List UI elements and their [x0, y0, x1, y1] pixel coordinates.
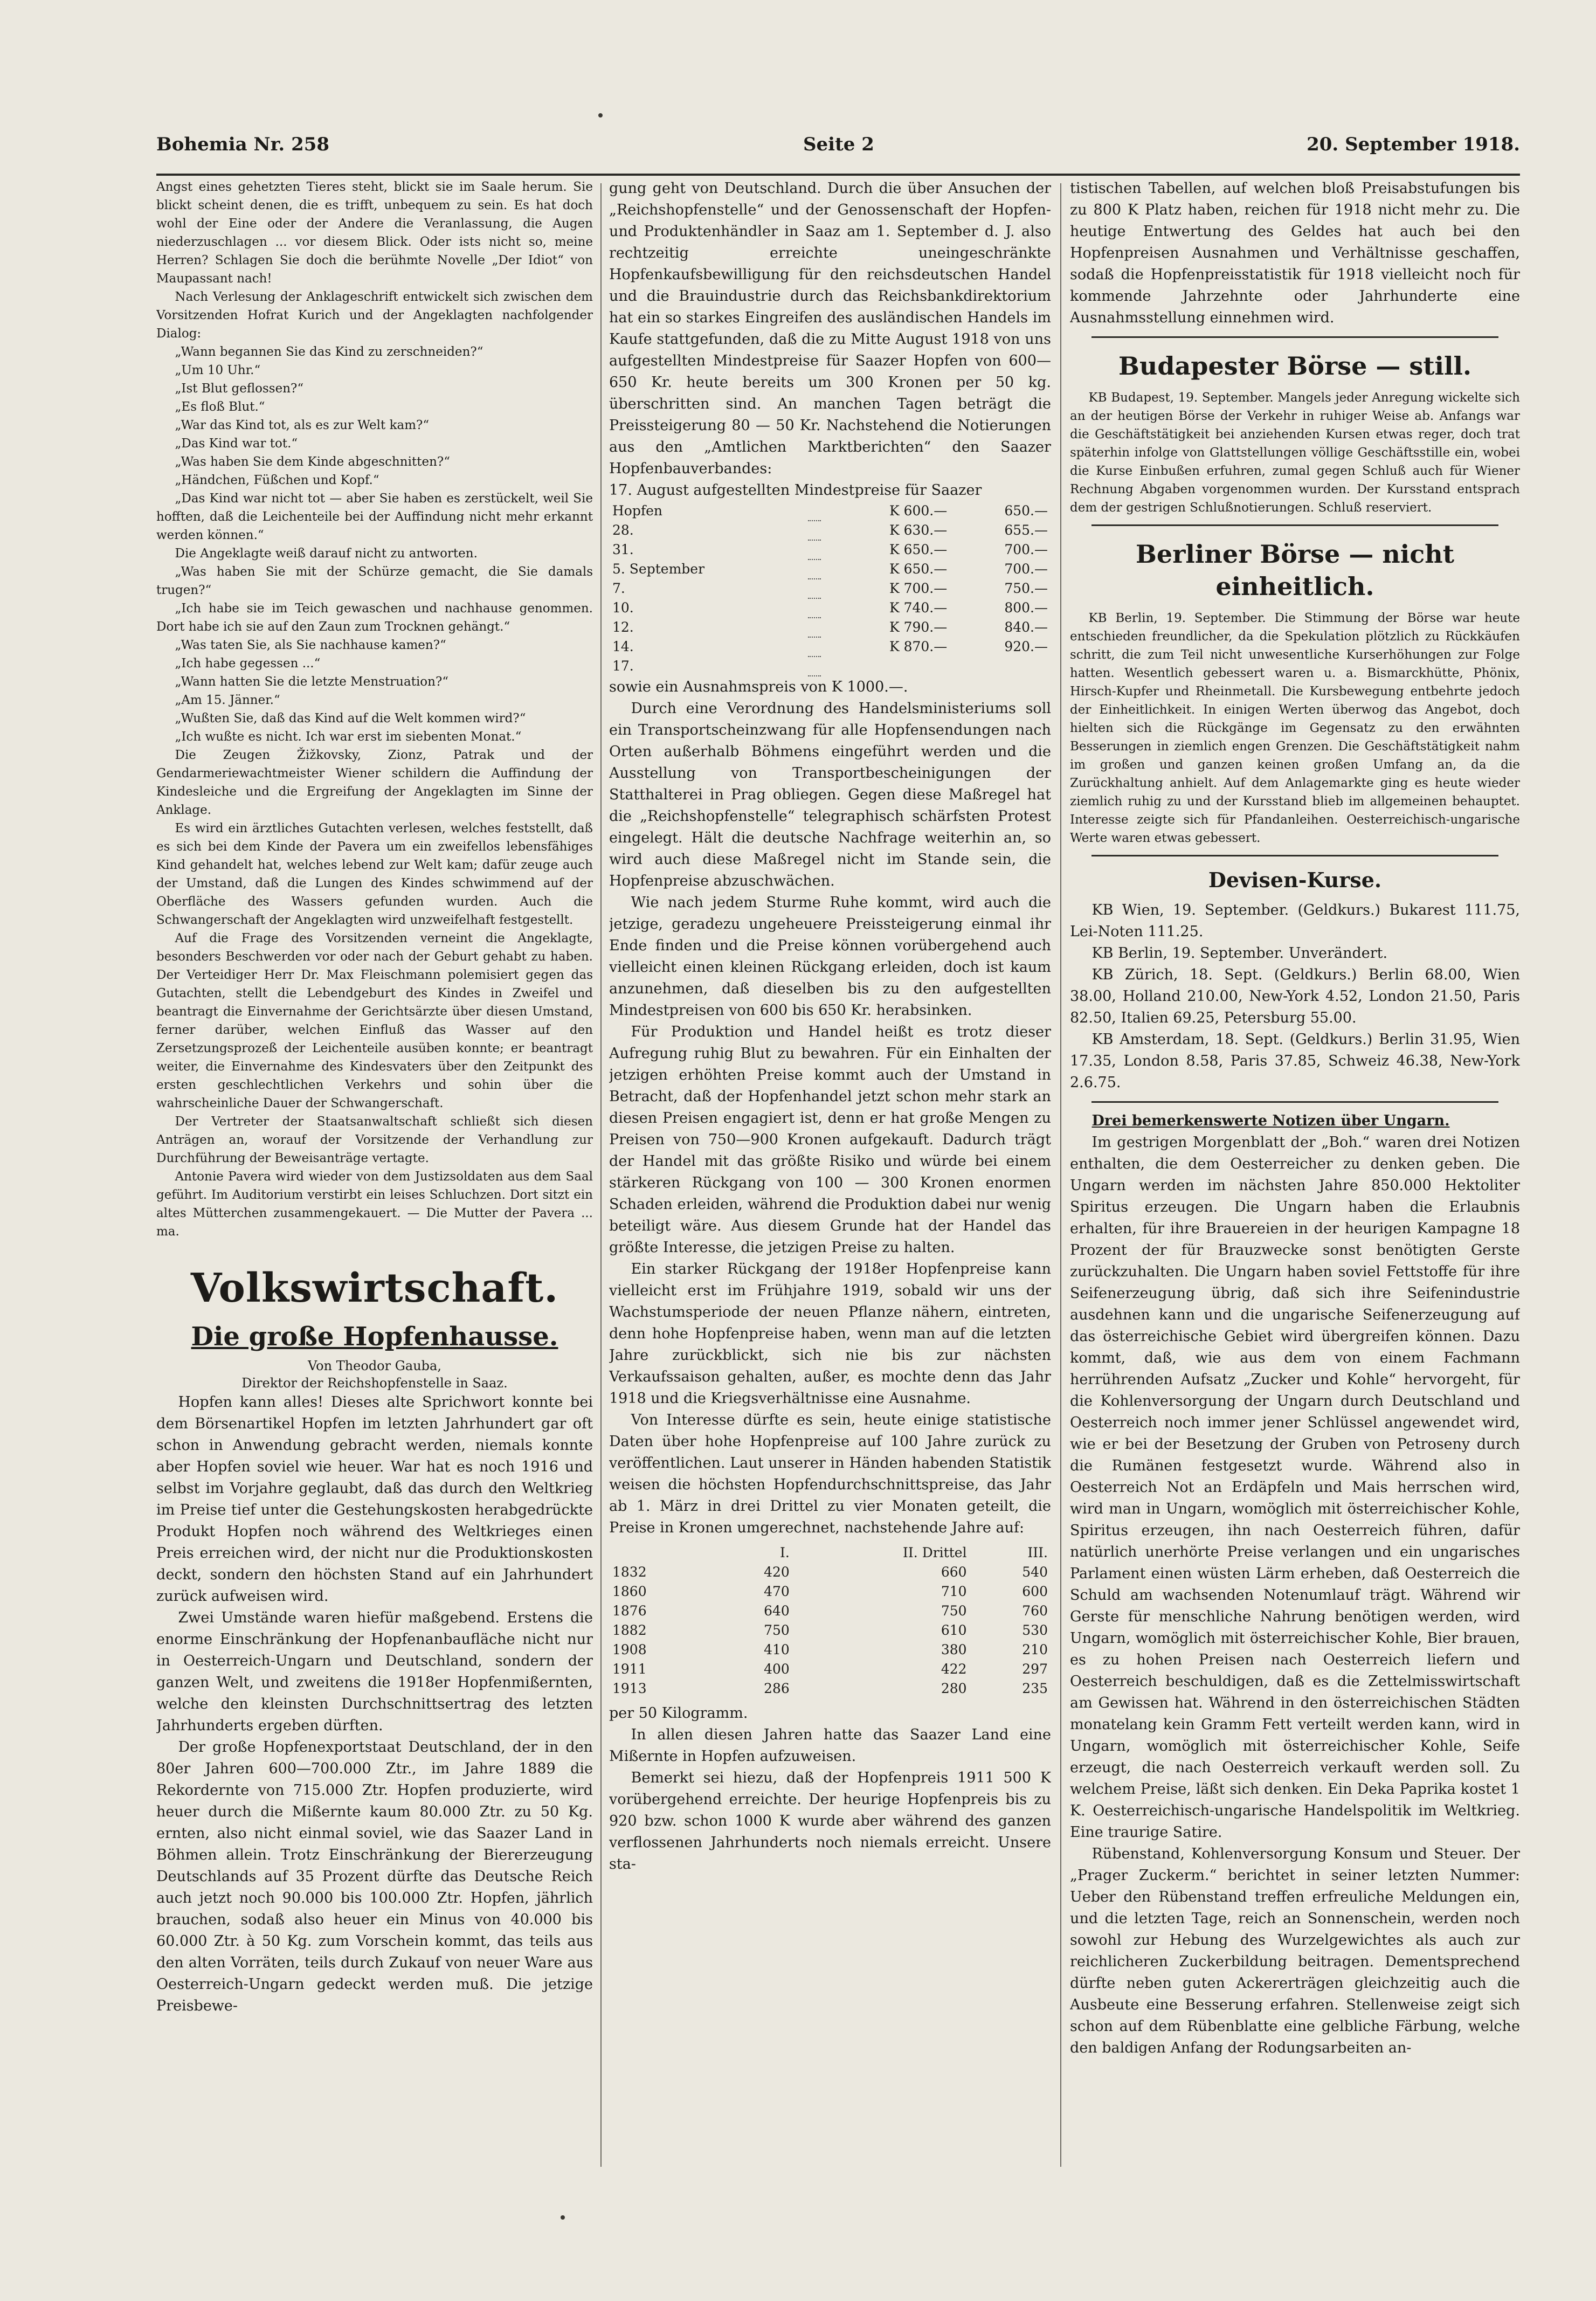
- table-cell: 660: [941, 1564, 967, 1580]
- table-cell: 1860: [612, 1584, 647, 1599]
- column-header: [609, 1543, 711, 1563]
- stats-table: [609, 1543, 1051, 1698]
- table-cell: 610: [941, 1622, 967, 1638]
- column-divider: [600, 183, 602, 2167]
- paragraph: Der große Hopfenexportstaat Deutschland, der in den 80er Jahren 600—700.000 Ztr., im Jahre 1889 die Rekordernte von 715.000 Ztr. Hopfen produzierte, wird heuer durch die Mißernte kaum 80.000 Ztr. zu 50 Kg. ernten, also nicht einmal soviel, wie das Saazer Land in Böhmen allein. Trotz Einschränkung der Biererzeugung Deutschlands auf 35 Prozent dürfte das Deutsche Reich auch jetzt noch 90.000 bis 100.000 Ztr. Hopfen, jährlich brauchen, sodaß also heuer ein Minus von 40.000 bis 60.000 Ztr. à 50 Kg. zum Vorschein kommt, das teils aus den alten Vorräten, teils durch Zukauf von neuer Ware aus Oesterreich-Ungarn gedeckt werden muß. Die jetzige Preisbewe-: [156, 1739, 593, 2014]
- paragraph: Wie nach jedem Sturme Ruhe kommt, wird auch die jetzige, geradezu ungeheuere Preissteigerung einmal ihr Ende finden und die Preise können vorübergehend auch vielleicht einen kleinen Rückgang erleiden, doch ist kaum anzunehmen, daß dieselben bis zu den aufgestellten Mindestpreisen von 600 bis 650 Kr. herabsinken.: [609, 894, 1051, 1019]
- table-cell: 700.—: [1004, 561, 1048, 577]
- table-cell: 920.—: [1004, 639, 1048, 654]
- paragraph: Nach Verlesung der Anklageschrift entwickelt sich zwischen dem Vorsitzenden Hofrat Kurich und der Angeklagten nachfolgender Dialog:: [156, 290, 593, 341]
- table-cell: 210: [1022, 1642, 1048, 1657]
- paragraph: KB Zürich, 18. Sept. (Geldkurs.) Berlin 68.00, Wien 38.00, Holland 210.00, New-York 4.52, London 21.50, Paris 82.50, Italien 69.25, Petersburg 55.00.: [1070, 966, 1520, 1026]
- paragraph: Durch eine Verordnung des Handelsministeriums soll ein Transportscheinzwang für alle Hopfensendungen nach Orten außerhalb Böhmens eingeführt werden und die Ausstellung von Transportbescheinigungen der Statthalterei in Prag obliegen. Gegen diese Maßregel hat die „Reichshopfenstelle“ telegraphisch schärfsten Protest eingelegt. Hält die deutsche Nachfrage weiterhin an, so wird auch diese Maßregel nicht im Stande sein, die Hopfenpreise abzuschwächen.: [609, 700, 1051, 889]
- dialog-line: „Wußten Sie, daß das Kind auf die Welt kommen wird?“: [175, 711, 526, 725]
- price-table-footnote: sowie ein Ausnahmspreis von K 1000.—.: [609, 679, 908, 695]
- column-2: [609, 178, 1051, 2172]
- table-row: [609, 637, 1051, 657]
- table-cell: Hopfen: [612, 503, 663, 519]
- table-cell: 470: [764, 1584, 790, 1599]
- dialog-line: „Ist Blut geflossen?“: [175, 382, 304, 396]
- paragraph: gung geht von Deutschland. Durch die über Ansuchen der „Reichshopfenstelle“ und der Genossenschaft der Hopfen- und Produktenhändler in Saaz am 1. September d. J. also rechtzeitig erreichte uneingeschränkte Hopfenkaufsbewilligung für den reichsdeutschen Handel und die Brauindustrie durch das Reichsbankdirektorium hat ein so starkes Eingreifen des ausländischen Handels im Kaufe stattgefunden, daß die zu Mitte August 1918 von uns aufgestellten Mindestpreise für Saazer Hopfen von 600—650 Kr. heute bereits um 300 Kronen per 50 kg. überschritten sind. An manchen Tagen beträgt die Preissteigerung 80 — 50 Kr. Nachstehend die Notierungen aus den „Amtlichen Marktberichten“ den Saazer Hopfenbauverbandes:: [609, 180, 1051, 477]
- table-row: [609, 579, 1051, 598]
- table-cell: [808, 618, 821, 637]
- table-cell: K 740.—: [889, 600, 948, 616]
- table-cell: 17.: [612, 658, 634, 674]
- header-issue: Bohemia Nr. 258: [156, 134, 330, 155]
- price-table: [609, 480, 1051, 698]
- paragraph: Hopfen kann alles! Dieses alte Sprichwort konnte bei dem Börsenartikel Hopfen im letzten Jahrhundert gar oft schon in Anwendung gebracht werden, niemals konnte aber Hopfen soviel wie heuer. War hat es noch 1916 und selbst im Vorjahre geglaubt, daß das durch den Weltkrieg im Preise tief unter die Gestehungskosten herabgedrückte Produkt Hopfen noch während des Weltkrieges einen Preis erreichen wird, der nicht nur die Produktionskosten deckt, sondern den höchsten Stand auf ein Jahrhundert zurück aufweisen wird.: [156, 1394, 593, 1605]
- section-divider: [1091, 336, 1498, 338]
- table-cell: 1908: [612, 1642, 647, 1657]
- paragraph: KB Budapest, 19. September. Mangels jeder Anregung wickelte sich an der heutigen Börse der Verkehr in ruhiger Weise ab. Anfangs war die Geschäftstätigkeit bei anziehenden Kursen etwas reger, doch trat späterhin infolge von Glattstellungen völlige Geschäftsstille ein, wobei die Kurse Einbußen erfuhren, zumal gegen Schluß auch für Wiener Rechnung Abgaben vorgenommen wurden. Der Kursstand entsprach dem der gestrigen Schlußnotierungen. Schluß reserviert.: [1070, 391, 1520, 515]
- paragraph: Von Interesse dürfte es sein, heute einige statistische Daten über hohe Hopfenpreise auf 100 Jahre zurück zu veröffentlichen. Laut unserer in Händen habenden Statistik weisen die höchsten Hopfendurchschnittspreise, das Jahr ab 1. März in drei Drittel zu vier Monaten geteilt, die Preise in Kronen umgerechnet, nachstehende Jahre auf:: [609, 1412, 1051, 1536]
- table-cell: K 630.—: [889, 522, 948, 538]
- paragraph: Der Vertreter der Staatsanwaltschaft schließt sich diesen Anträgen an, worauf der Vorsitzende der Verhandlung zur Durchführung der Beweisanträge vertagte.: [156, 1115, 593, 1165]
- paragraph: Es wird ein ärztliches Gutachten verlesen, welches feststellt, daß es sich bei dem Kinde der Pavera um ein zweifellos lebensfähiges Kind gehandelt hat, welches lebend zur Welt kam; dafür zeuge auch der Umstand, daß die Lungen des Kindes schwimmend auf der Oberfläche des Wassers gefunden wurden. Auch die Schwangerschaft der Angeklagten wird unzweifelhaft festgestellt.: [156, 821, 593, 927]
- paragraph: In allen diesen Jahren hatte das Saazer Land eine Mißernte in Hopfen aufzuweisen.: [609, 1726, 1051, 1765]
- table-cell: 640: [764, 1603, 790, 1619]
- paragraph: Bemerkt sei hiezu, daß der Hopfenpreis 1911 500 K vorübergehend erreichte. Der heurige Hopfenpreis bis zu 920 bzw. schon 1000 K wurde aber während des ganzen verflossenen Jahrhunderts noch niemals erreicht. Unsere sta-: [609, 1770, 1051, 1872]
- table-cell: 14.: [612, 639, 634, 654]
- dialog-line: „Händchen, Füßchen und Kopf.“: [175, 473, 379, 487]
- header-date: 20. September 1918.: [1307, 134, 1520, 155]
- dialog-line: „Wann begannen Sie das Kind zu zerschneiden?“: [175, 345, 483, 359]
- table-row: [609, 618, 1051, 637]
- table-cell: 710: [941, 1584, 967, 1599]
- price-rows: [609, 501, 1051, 676]
- table-cell: [808, 521, 821, 540]
- table-row: [609, 1601, 1051, 1621]
- header-page-number: Seite 2: [803, 134, 874, 155]
- table-cell: 28.: [612, 522, 634, 538]
- table-cell: 10.: [612, 600, 634, 616]
- table-cell: [950, 657, 1051, 676]
- dialog-line: „War das Kind tot, als es zur Welt kam?“: [175, 418, 430, 432]
- table-row: [609, 1621, 1051, 1640]
- table-cell: 530: [1022, 1622, 1048, 1638]
- table-cell: [808, 598, 821, 618]
- table-cell: 840.—: [1004, 619, 1048, 635]
- table-cell: 400: [764, 1661, 790, 1677]
- table-cell: 422: [941, 1661, 967, 1677]
- table-cell: K 870.—: [889, 639, 948, 654]
- table-cell: 1876: [612, 1603, 647, 1619]
- table-cell: 280: [941, 1681, 967, 1696]
- table-cell: [808, 501, 821, 521]
- table-row: [609, 521, 1051, 540]
- table-cell: 800.—: [1004, 600, 1048, 616]
- table-cell: 297: [1022, 1661, 1048, 1677]
- dialog-line: „Es floß Blut.“: [175, 400, 265, 414]
- dialog-line: „Ich habe sie im Teich gewaschen und nachhause genommen. Dort habe ich sie auf den Zaun zum Trocknen gehängt.“: [156, 602, 593, 634]
- dialog-line: „Was haben Sie mit der Schürze gemacht, die Sie damals trugen?“: [156, 565, 593, 597]
- table-cell: 750: [764, 1622, 790, 1638]
- print-speck: [598, 113, 603, 118]
- table-cell: 750: [941, 1603, 967, 1619]
- paragraph: Rübenstand, Kohlenversorgung Konsum und Steuer. Der „Prager Zuckerm.“ berichtet in seiner letzten Nummer: Ueber den Rübenstand treffen erfreuliche Meldungen ein, und die letzten Tage, reich an Sonnenschein, werden noch sowohl zur Hebung des Wurzelgewichtes als auch zur reichlicheren Zuckerbildung beitragen. Dementsprechend dürfte neben guten Ackererträgen gleichzeitig auch die Ausbeute eine Besserung erfahren. Stellenweise zeigt sich schon auf dem Rübenblatte eine gelbliche Färbung, welche den baldigen Anfang der Rodungsarbeiten an-: [1070, 1846, 1520, 2056]
- budapest-headline: Budapester Börse — still.: [1118, 351, 1471, 381]
- table-cell: 1832: [612, 1564, 647, 1580]
- table-cell: 540: [1022, 1564, 1048, 1580]
- table-row: [609, 1563, 1051, 1582]
- dialog-line: Die Angeklagte weiß darauf nicht zu antworten.: [175, 547, 478, 561]
- paragraph: Ein starker Rückgang der 1918er Hopfenpreise kann vielleicht erst im Frühjahre 1919, sobald wir uns der Wachstumsperiode der neuen Pflanze nähern, eintreten, denn hohe Hopfenpreise haben, wenn man auf die letzten Jahre zurückblickt, sich nie bis zur nächsten Verkaufssaison gehalten, außer, es mochte denn das Jahr 1918 und die Kriegsverhältnisse eine Ausnahme.: [609, 1261, 1051, 1407]
- paragraph: Antonie Pavera wird wieder von dem Justizsoldaten aus dem Saal geführt. Im Auditorium verstirbt ein leises Schluchzen. Dort sitzt ein altes Mütterchen zusammengekauert. — Die Mutter der Pavera ... ma.: [156, 1170, 593, 1239]
- section-divider: [1091, 1101, 1498, 1103]
- table-cell: K 600.—: [889, 503, 948, 519]
- table-cell: 750.—: [1004, 581, 1048, 596]
- dialog-line: „Was haben Sie dem Kinde abgeschnitten?“: [175, 455, 450, 469]
- table-cell: 420: [764, 1564, 790, 1580]
- table-row: [609, 598, 1051, 618]
- table-row: [609, 1679, 1051, 1698]
- paragraph: Auf die Frage des Vorsitzenden verneint die Angeklagte, besonders Beschwerden vor oder nach der Geburt gehabt zu haben. Der Verteidiger Herr Dr. Max Fleischmann polemisiert gegen das Gutachten, stellt die Lebendgeburt des Kindes in Zweifel und beantragt die Einvernahme der Gerichtsärzte über diesen Umstand, ferner darüber, welchen Einfluß das Wasser auf den Zersetzungsprozeß der Leichenteile ausüben konnte; er beantragt weiter, die Einvernahme des Kindesvaters über den Zeitpunkt des ersten geschlechtlichen Verkehrs und sohin über die wahrscheinliche Dauer der Schwangerschaft.: [156, 931, 593, 1110]
- column-header: III.: [1027, 1545, 1048, 1560]
- paragraph: Angst eines gehetzten Tieres steht, blickt sie im Saale herum. Sie blickt scheint denen, die es trifft, unbequem zu sein. Es hat doch wohl der Eine oder der Andere die Veranlassung, die Augen niederzuschlagen ... vor diesem Blick. Oder ists nicht so, meine Herren? Schlagen Sie doch die berühmte Novelle „Der Idiot“ von Maupassant nach!: [156, 180, 593, 286]
- running-header: [156, 134, 1520, 166]
- table-row: [609, 657, 1051, 676]
- court-report: [156, 178, 593, 1241]
- table-row: [609, 1582, 1051, 1601]
- table-row: [609, 1640, 1051, 1660]
- column-3: [1070, 178, 1520, 2172]
- paragraph: Für Produktion und Handel heißt es trotz dieser Aufregung ruhig Blut zu bewahren. Für ein Einhalten der jetzigen erhöhten Preise kommt auch der Umstand in Betracht, daß der Hopfenhandel jetzt schon mehr stark an diesen Preisen engagiert ist, denn er hat große Mengen zu Preisen von 750—900 Kronen aufgekauft. Dadurch trägt der Handel mit das größte Risiko und würde bei einem stärkeren Rückgang von 100 — 300 Kronen enormen Schaden erleiden, während die Produktion dabei nur wenig beteiligt wäre. Aus diesem Grunde hat der Handel das größte Interesse, die jetzigen Preise zu halten.: [609, 1024, 1051, 1256]
- table-cell: 286: [764, 1681, 790, 1696]
- table-cell: 700.—: [1004, 542, 1048, 557]
- table-row: [609, 559, 1051, 579]
- table-row: [609, 501, 1051, 521]
- berlin-headline: Berliner Börse — nicht einheitlich.: [1136, 540, 1454, 601]
- dialog-line: „Wann hatten Sie die letzte Menstruation?“: [175, 675, 449, 689]
- column-header: II. Drittel: [903, 1545, 967, 1560]
- table-cell: 31.: [612, 542, 634, 557]
- paragraph: KB Berlin, 19. September. Die Stimmung der Börse war heute entschieden freundlicher, da die Spekulation plötzlich zu Rückkäufen schritt, die zum Teil nicht unwesentliche Kurserhöhungen zur Folge hatten. Wesentlich gebessert waren u. a. Bismarckhütte, Phönix, Hirsch-Kupfer und Rheinmetall. Die Kursbewegung entbehrte jedoch der Einheitlichkeit. In einigen Werten überwog das Angebot, doch hielten sich die Rückgänge im Gegensatz zu den erwähnten Besserungen in ziemlich engen Grenzen. Die Geschäftstätigkeit nahm im großen und ganzen keinen großen Umfang an, da die Zurückhaltung anhielt. Auf dem Anlagemarkte ging es heute wieder ziemlich ruhig zu und der Kursstand blieb im allgemeinen behauptet. Interesse zeigte sich für Pfandanleihen. Oesterreichisch-ungarische Werte waren etwas gebessert.: [1070, 611, 1520, 845]
- price-table-caption: 17. August aufgestellten Mindestpreise für Saazer: [609, 482, 982, 499]
- table-header-row: [609, 1543, 1051, 1563]
- table-row: [609, 1660, 1051, 1679]
- table-row: [609, 540, 1051, 559]
- table-cell: 1913: [612, 1681, 647, 1696]
- table-cell: K 650.—: [889, 542, 948, 557]
- dialog-line: „Ich wußte es nicht. Ich war erst im siebenten Monat.“: [175, 730, 522, 744]
- paragraph: Zwei Umstände waren hiefür maßgebend. Erstens die enorme Einschränkung der Hopfenanbaufläche nicht nur in Oesterreich-Ungarn und Deutschland, sondern der ganzen Welt, und zweitens die 1918er Hopfenmißernten, welche den kleinsten Durchschnittsertrag des letzten Jahrhunderts ergeben dürften.: [156, 1609, 593, 1734]
- dialog-line: „Ich habe gegessen ...“: [175, 657, 321, 671]
- table-cell: 410: [764, 1642, 790, 1657]
- table-cell: 760: [1022, 1603, 1048, 1619]
- table-cell: 1911: [612, 1661, 647, 1677]
- column-header: I.: [780, 1545, 790, 1560]
- paragraph: Die Zeugen Žižkovsky, Zionz, Patrak und der Gendarmeriewachtmeister Wiener schildern die Auffindung der Kindesleiche und die Ergreifung der Angeklagten im Sinne der Anklage.: [156, 748, 593, 817]
- article-title: Die große Hopfenhausse.: [191, 1322, 558, 1352]
- devisen-headline: Devisen-Kurse.: [1208, 868, 1382, 892]
- table-cell: 380: [941, 1642, 967, 1657]
- paragraph: KB Wien, 19. September. (Geldkurs.) Bukarest 111.75, Lei-Noten 111.25.: [1070, 902, 1520, 940]
- table-cell: K 700.—: [889, 581, 948, 596]
- article-byline: Von Theodor Gauba,: [308, 1358, 441, 1373]
- table-cell: [808, 559, 821, 579]
- dialog-line: „Um 10 Uhr.“: [175, 363, 261, 377]
- table-cell: 1882: [612, 1622, 647, 1638]
- section-divider: [1091, 524, 1498, 526]
- paragraph: tistischen Tabellen, auf welchen bloß Preisabstufungen bis zu 800 K Platz haben, reichen für 1918 nicht mehr zu. Die heutige Entwertung des Geldes hat auch bei den Hopfenpreisen Ausnahmen und Verhältnisse geschaffen, sodaß die Hopfenpreisstatistik für 1918 vielleicht noch für kommende Jahrzehnte oder Jahrhunderte eine Ausnahmsstellung einnehmen wird.: [1070, 180, 1520, 326]
- paragraph: KB Amsterdam, 18. Sept. (Geldkurs.) Berlin 31.95, Wien 17.35, London 8.58, Paris 37.85, Schweiz 46.38, New-York 2.6.75.: [1070, 1031, 1520, 1091]
- table-cell: 235: [1022, 1681, 1048, 1696]
- table-cell: 650.—: [1004, 503, 1048, 519]
- stats-unit: per 50 Kilogramm.: [609, 1705, 748, 1722]
- dialog-line: „Das Kind war nicht tot — aber Sie haben es zerstückelt, weil Sie hofften, daß die Leichenteile bei der Auffindung nicht mehr erkannt werden können.“: [156, 492, 593, 542]
- table-cell: [808, 540, 821, 559]
- table-cell: 7.: [612, 581, 625, 596]
- table-cell: 12.: [612, 619, 634, 635]
- table-cell: 655.—: [1004, 522, 1048, 538]
- table-cell: K 790.—: [889, 619, 948, 635]
- section-title: Volkswirtschaft.: [190, 1265, 559, 1311]
- print-speck: [561, 2215, 565, 2220]
- dialog-line: „Was taten Sie, als Sie nachhause kamen?“: [175, 638, 446, 652]
- table-cell: 5. September: [612, 561, 705, 577]
- paragraph: Im gestrigen Morgenblatt der „Boh.“ waren drei Notizen enthalten, die dem Oesterreicher zu denken geben. Die Ungarn werden im nächsten Jahre 850.000 Hektoliter Spiritus erzeugen. Die Ungarn haben die Erlaubnis erhalten, für ihre Brauereien in der heurigen Kampagne 18 Prozent der für Brauzwecke sonst benötigten Gerste zurückzuhalten. Die Ungarn haben soviel Fettstoffe für ihre Seifenerzeugung übrig, daß sich ihre Seifenindustrie ausdehnen kann und die ungarische Seifenerzeugung auf das österreichische Gebiet wird übergreifen können. Dazu kommt, daß, wie aus dem von einem Fachmann herrührenden Aufsatz „Zucker und Kohle“ hervorgeht, für die Kohlenversorgung der Ungarn durch Deutschland und Oesterreich noch immer jener Schlüssel angewendet wird, wie er bei der Besetzung der Gruben von Petroseny durch die Rumänen festgesetzt wurde. Während also in Oesterreich Not an Erdäpfeln und Mais herrschen wird, wird man in Ungarn, womöglich mit österreichischer Kohle, Spiritus erzeugen, ihn nach Oesterreich führen, dafür natürlich unerhörte Preise verlangen und ein ungarisches Parlament einen wüsten Lärm erheben, daß Oesterreich die Schuld am wachsenden Notenumlauf trägt. Während wir Gerste für menschliche Nahrung benötigen werden, wird Ungarn, womöglich mit österreichischer Kohle, Bier brauen, es zu hohen Preisen nach Oesterreich liefern und Oesterreich beschuldigen, daß es die Zettelmisswirtschaft am Gewissen hat. Während in den österreichischen Städten monatelang kein Gramm Fett verteilt werden kann, wird in Ungarn, womöglich mit österreichischer Kohle, Seife erzeugt, die nach Oesterreich verkauft werden soll. Zu welchem Preise, läßt sich denken. Ein Deka Paprika kostet 1 K. Oesterreichisch-ungarische Handelspolitik im Weltkrieg. Eine traurige Satire.: [1070, 1134, 1520, 1841]
- table-cell: [808, 579, 821, 598]
- table-cell: [808, 657, 821, 676]
- paragraph: KB Berlin, 19. September. Unverändert.: [1091, 945, 1388, 962]
- dialog-line: „Am 15. Jänner.“: [175, 693, 280, 707]
- table-cell: K 650.—: [889, 561, 948, 577]
- article-affiliation: Direktor der Reichshopfenstelle in Saaz.: [241, 1376, 508, 1391]
- table-cell: 600: [1022, 1584, 1048, 1599]
- table-cell: [821, 657, 950, 676]
- ungarn-headline: Drei bemerkenswerte Notizen über Ungarn.: [1091, 1113, 1450, 1129]
- column-divider: [1060, 183, 1061, 2167]
- table-cell: [808, 637, 821, 657]
- header-rule: [156, 174, 1520, 176]
- dialog-line: „Das Kind war tot.“: [175, 437, 298, 451]
- section-divider: [1091, 855, 1498, 856]
- column-1: [156, 178, 593, 2172]
